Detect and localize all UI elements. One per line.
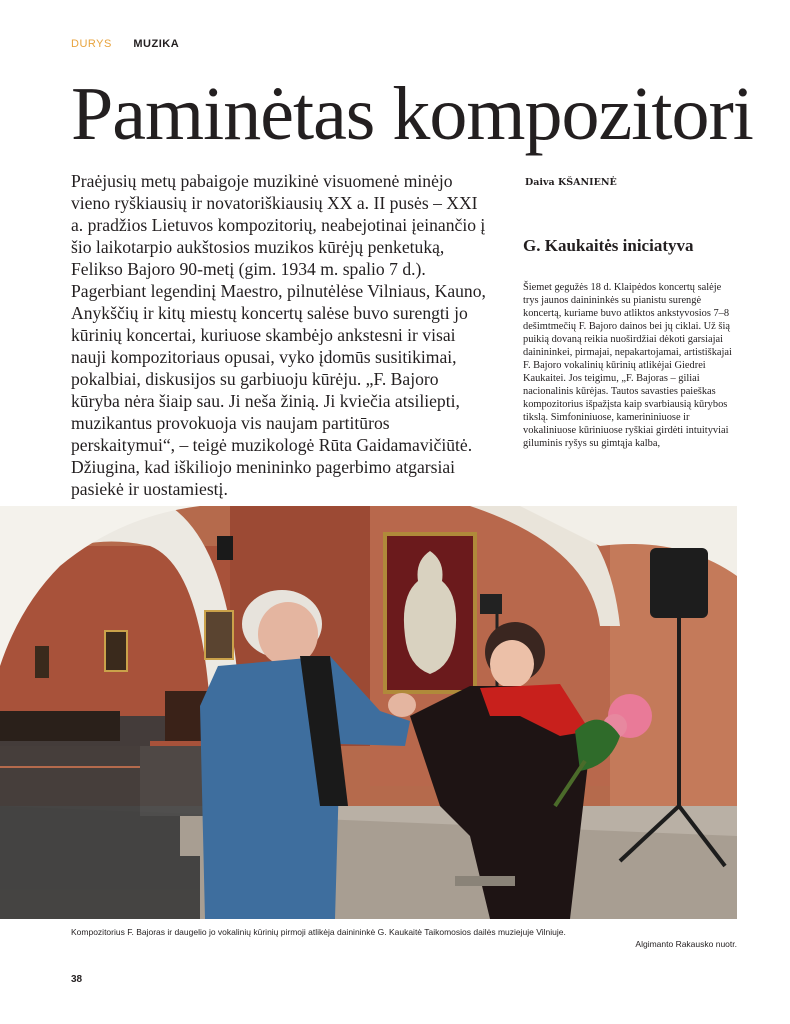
column-text: Šiemet gegužės 18 d. Klaipėdos koncertų salėje trys jaunos dainininkės su pianistu surengė koncertą, kuriame buvo atliktos ankstyvosios 7–8 dešimtmečių F. Bajoro dainos bei jų ciklai. Už šią puikią dovaną reikia nuoširdžiai dėkoti garsiajai dainininkei, pirmajai, nepakartojamai, artistiškajai F. Bajoro vokalinių kūrinių atlikėjai Giedrei Kaukaitei. Jos teigimu, „F. Bajoras – giliai nacionalinis kūrėjas. Tautos savasties paieškas kompozitorius išpažįsta kaip svarbiausią kūrybos tikslą. Simfoniniuose, kamerininiuose ir vokaliniuose kūriniuose ryškiai girdėti intuityviai giluminis ryšys su gimtąja kalba, <box>523 282 732 449</box>
chair-icon <box>0 856 200 919</box>
author-byline: Daiva KŠANIENĖ <box>525 177 617 188</box>
chair-rows <box>0 716 210 919</box>
music-stand <box>480 594 502 614</box>
wall-ornament <box>35 646 49 678</box>
lead-paragraph: Praėjusių metų pabaigoje muzikinė visuomenė minėjo vieno ryškiausių ir novatoriškiausių XX a. II pusės – XXI a. pradžios Lietuvos kompozitorių, neabejotinai įeinančio į šio laikotarpio aukštosios muzikos kūrėjų penketuką, Felikso Bajoro 90-metį (gim. 1934 m. spalio 7 d.). Pagerbiant legendinį Maestro, pilnutėlėse Vilniaus, Kauno, Anykščių ir kitų miestų koncertų salėse buvo surengti jo kūrinių koncertai, kuriuose skambėjo ankstesni ir visai nauji kompozitoriaus opusai, vyko įdomūs susitikimai, pokalbiai, diskusijos su garbiuoju kūrėju. „F. Bajoro kūryba nėra šiaip sau. Ji neša žinią. Ji kviečia atsiliepti, muzikantus provokuoja vis naujam partitūros perskaitymui“, – teigė muzikologė Rūta Gaidamavičiūtė. Džiugina, kad iškiliojo menininko pagerbimo atgarsiai pasiekė ir uostamiestį. <box>71 171 486 499</box>
rubric-label: MUZIKA <box>133 38 180 50</box>
photo-caption: Kompozitorius F. Bajoras ir daugelio jo vokalinių kūrinių pirmoji atlikėja dainininkė G. Kaukaitė Taikomosios dailės muziejuje Vilniuje. <box>71 927 566 937</box>
chair-icon <box>140 746 210 816</box>
speaker-icon <box>650 548 708 618</box>
wall-speaker <box>217 536 233 560</box>
section-label: DURYS <box>71 38 112 50</box>
concert-hall-photo <box>0 506 737 919</box>
handshake <box>388 693 416 717</box>
article-title: Paminėtas kompozitori <box>71 72 753 156</box>
page-header <box>71 38 179 50</box>
portrait-frame-icon <box>105 631 127 671</box>
section-subheading: G. Kaukaitės iniciatyva <box>523 236 694 255</box>
face <box>490 640 534 688</box>
portrait-frame-icon <box>205 611 233 659</box>
piano <box>0 711 120 741</box>
floor-plate <box>455 876 515 886</box>
page-number: 38 <box>71 974 83 985</box>
photo-credit: Algimanto Rakausko nuotr. <box>635 939 737 949</box>
